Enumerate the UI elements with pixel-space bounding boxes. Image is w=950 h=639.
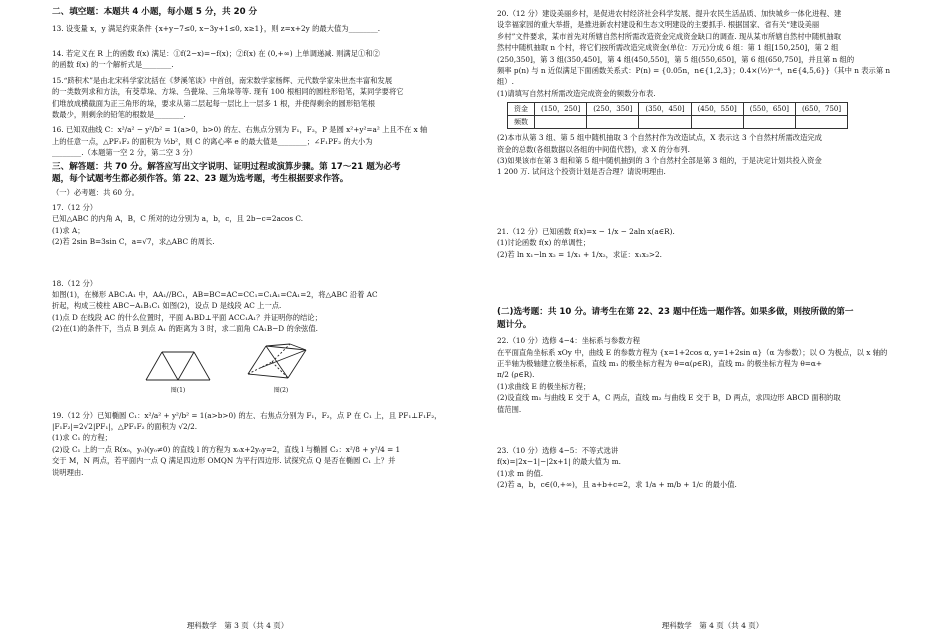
section-solution-heading: 三、解答题：共 70 分。解答应写出文字说明、证明过程或演算步骤。第 17～21 题为必考 题，每个试题考生都必须作答。第 22、23 题为选考题，考生根据要求作答。 <box>52 161 401 185</box>
table-cell-empty <box>535 116 587 129</box>
figure-2-caption: 图(2) <box>273 386 289 394</box>
question-20: 20.（12 分）建设美丽乡村，是促进农村经济社会科学发展、提升农民生活品质、加快城乡一体化进程、建 设幸福家园的重大举措，是推进新农村建设和生态文明建设的主要抓手. 根据国家、省有关“建设美丽 乡村”文件要求，某市首先对所辖自然村所需改造资金完成资金缺口的调查. 现从某市所辖自然村中随机抽取 然村中随机抽取 n 个村，将它们按所需改造完成资金(单位：万元)分成 6 组：第 1 组[150,250]，第 2 组 (250,350]，第 3 组(350,450]，第 4 组(450,550]，第 5 组(550,650]，第 6 组(650,750]，并且第 n 组的 频率 p(n) 与 n 近似满足下面函数关系式：P(n) = {0.05n，n∈{1,2,3}；0.4×(½)ⁿ⁻⁴，n∈{4,5,6}}（其中 n 表示第 n 组）. (1)请填写自然村所需改造完成资金的频数分布表. <box>497 9 891 98</box>
page-footer: 理科数学 第 4 页（共 4 页） <box>661 621 764 630</box>
question-16: 16. 已知双曲线 C：x²/a² − y²/b² = 1(a>0，b>0) 的左、右焦点分别为 F₁，F₂，P 是圆 x²+y²=a² 上且不在 x 轴 上的任意一点，△PF₁F₂ 的面积为 ½b²，则 C 的离心率 e 的最大值是________；∠F₁PF₂ 的大小为 ________.（本题第一空 2 分，第二空 3 分） <box>52 125 428 158</box>
table-cell-empty <box>691 116 743 129</box>
question-20-continued: (2)本市从第 3 组、第 5 组中随机抽取 3 个自然村作为改造试点，X 表示这 3 个自然村所需改造完成 资金的总数(各组数据以各组的中间值代替)，求 X 的分布列. (3)如果该市在第 3 组和第 5 组中随机抽到的 3 个自然村全部是第 3 组的，于是决定计划共投入资金 1 200 万. 试问这个投资计划是否合理？请说明理由. <box>497 133 822 177</box>
question-21: 21.（12 分）已知函数 f(x)=x − 1/x − 2aln x(a∈R). (1)讨论函数 f(x) 的单调性； (2)若 ln x₁−ln x₂ = 1/x₁ + 1/x₂，求证：x₁x₂>2. <box>497 226 675 259</box>
table-cell-empty <box>795 116 847 129</box>
frequency-table <box>507 102 848 129</box>
question-18: 18.（12 分） 如图(1)，在梯形 ABC₁A₁ 中，AA₁//BC₁，AB=BC=AC=CC₁=C₁A₁=CA₁=2，将△ABC 沿着 AC 折起，构成三棱柱 ABC−A₁B₁C₁ 如图(2)，设点 D 是线段 AC 上一点. (1)点 D 在线段 AC 的什么位置时，平面 A₁BD⊥平面 ACC₁A₁？并证明你的结论； (2)在(1)的条件下，当点 B 到点 A₁ 的距离为 3 时，求二面角 CA₁B−D 的余弦值. <box>52 278 378 334</box>
question-14: 14. 若定义在 R 上的函数 f(x) 满足：①f(2−x)=−f(x)；②f(x) 在 (0,+∞) 上单调递减. 则满足①和② 的函数 f(x) 的一个解析式是________. <box>52 48 380 70</box>
figure-1 <box>142 346 214 394</box>
required-note: （一）必考题：共 60 分。 <box>52 187 139 197</box>
page-4 <box>475 0 950 639</box>
question-23: 23.（10 分）选修 4−5：不等式选讲 f(x)=|2x−1|−|2x+1| 的最大值为 m. (1)求 m 的值. (2)若 a，b，c∈(0,+∞)，且 a+b+c=2，求 1/a + m/b + 1/c 的最小值. <box>497 445 737 490</box>
trapezoid-figure <box>142 346 214 384</box>
question-17: 17.（12 分） 已知△ABC 的内角 A，B，C 所对的边分别为 a，b，c，且 2b−c=2acos C. (1)求 A； (2)若 2sin B=3sin C，a=√7，求△ABC 的周长. <box>52 202 304 247</box>
table-cell-empty <box>587 116 639 129</box>
table-cell: (350，450] <box>639 103 691 116</box>
table-cell: (150，250] <box>535 103 587 116</box>
section-optional-heading: (二)选考题：共 10 分。请考生在第 22、23 题中任选一题作答。如果多做，则按所做的第一 题计分。 <box>497 307 854 330</box>
table-cell: 资金 <box>508 103 535 116</box>
figure-1-caption: 图(1) <box>170 386 186 394</box>
table-cell: (650，750] <box>795 103 847 116</box>
table-header-row <box>508 103 848 116</box>
section-fill-in-heading: 二、填空题：本题共 4 小题，每小题 5 分，共 20 分 <box>52 7 258 17</box>
table-cell: (550，650] <box>743 103 795 116</box>
question-19: 19.（12 分）已知椭圆 C₁：x²/a² + y²/b² = 1(a>b>0) 的左、右焦点分别为 F₁，F₂，点 P 在 C₁ 上，且 PF₁⊥F₁F₂， |F₁F₂|=2√2|PF₁|，△PF₁F₂ 的面积为 √2/2. (1)求 C₁ 的方程； (2)设 C₁ 上的一点 R(x₀，y₀)(y₀≠0) 的直线 l 的方程为 x₀x+2y₀y=2，直线 l 与椭圆 C₂：x²/8 + y²/4 = 1 交于 M，N 两点，若平面内一点 Q 满足四边形 OMQN 为平行四边形. 试探究点 Q 是否在椭圆 C₁ 上？并 说明理由. <box>52 410 442 477</box>
table-cell: (450，550] <box>691 103 743 116</box>
page-footer: 理科数学 第 3 页（共 4 页） <box>186 621 289 630</box>
question-22: 22.（10 分）选修 4−4：坐标系与参数方程 在平面直角坐标系 xOy 中，曲线 E 的参数方程为 {x=1+2cos α, y=1+2sin α}（α 为参数）；以 O 为极点，以 x 轴的 正半轴为极轴建立极坐标系，直线 m₁ 的极坐标方程为 θ=α(ρ∈R)，直线 m₂ 的极坐标方程为 θ=α+ π/2 (ρ∈R). (1)求曲线 E 的极坐标方程； (2)设直线 m₁ 与曲线 E 交于 A，C 两点，直线 m₂ 与曲线 E 交于 B，D 两点，求四边形 ABCD 面积的取 值范围. <box>497 336 888 414</box>
prism-figure <box>242 340 320 384</box>
table-cell-empty <box>743 116 795 129</box>
question-13: 13. 设变量 x，y 满足约束条件 {x+y−7≤0, x−3y+1≤0, x≥1}，则 z=x+2y 的最大值为________. <box>52 23 381 33</box>
figures-18 <box>142 340 461 394</box>
table-row <box>508 116 848 129</box>
figure-2 <box>242 340 320 394</box>
question-15: 15.“跻积术”是由北宋科学家沈括在《梦溪笔谈》中首创，南宋数学家杨辉、元代数学家朱世杰丰富和发展 的一类数列求和方法，有茭草垛、方垛、刍甍垛、三角垛等等. 现有 100 根相同的圆柱形铅笔，某同学要将它 们堆放成横截面为正三角形的垛，要求从第二层起每一层比上一层多 1 根，并使得剩余的圆形铅笔根 数最少，则剩余的铅笔的根数是________. <box>52 75 404 119</box>
table-cell: 频数 <box>508 116 535 129</box>
table-cell-empty <box>639 116 691 129</box>
table-cell: (250，350] <box>587 103 639 116</box>
